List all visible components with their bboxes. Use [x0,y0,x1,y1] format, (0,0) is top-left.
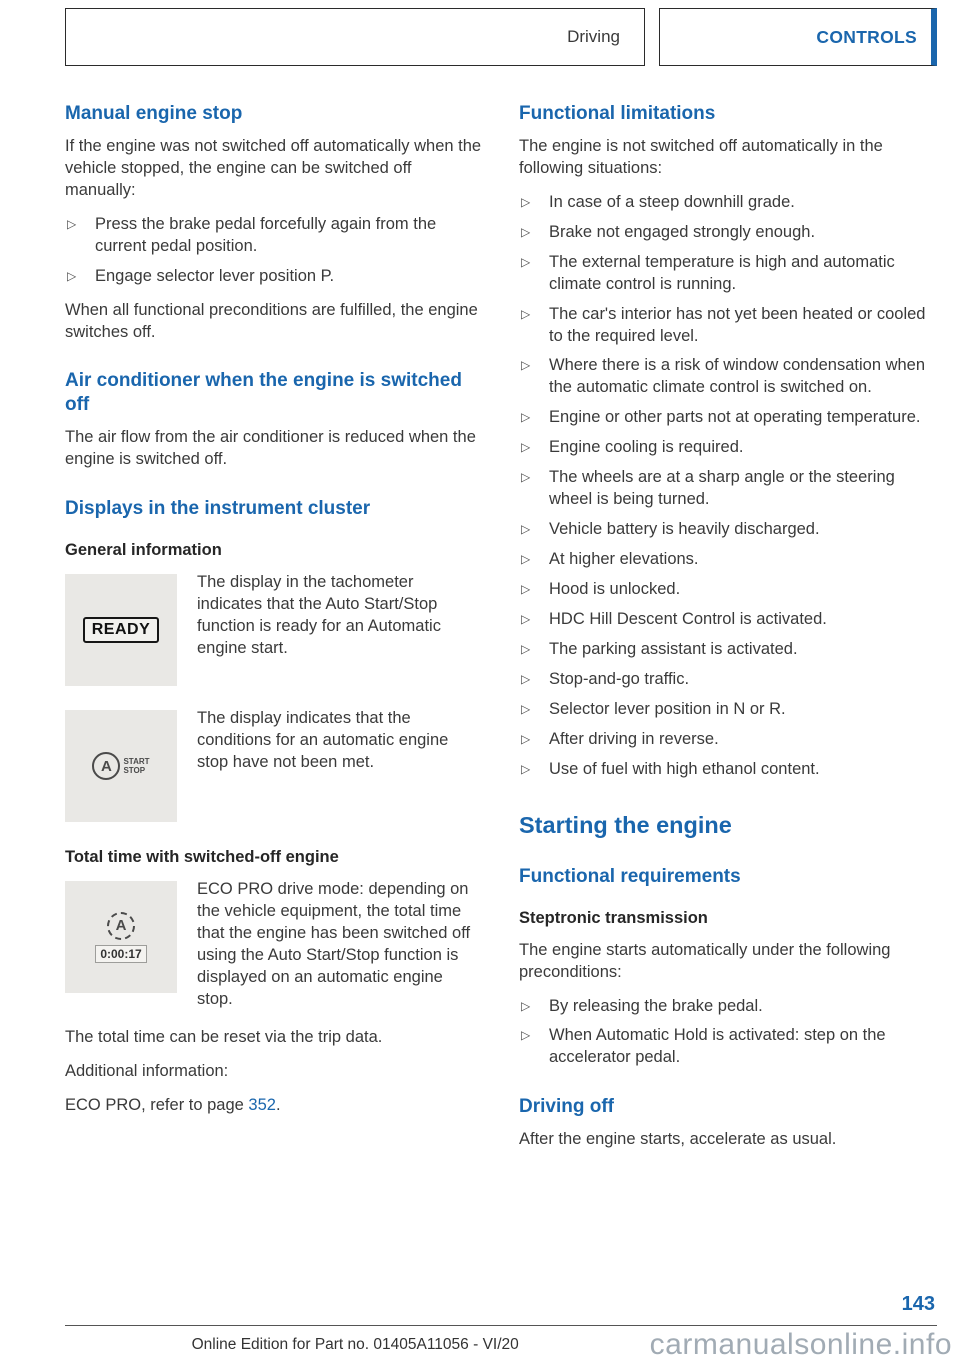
list-item-text: By releasing the brake pedal. [549,996,763,1015]
page-header [65,8,937,66]
footer-rule [65,1325,937,1326]
bullet-triangle-icon: ▷ [521,306,531,321]
list-item [519,996,937,1018]
page-number: 143 [901,1293,935,1315]
bullet-triangle-icon: ▷ [521,254,531,269]
stop-label: STOP [123,766,146,776]
start-preconditions-list [519,996,937,1070]
bullet-triangle-icon: ▷ [521,611,531,626]
auto-start-stop-icon [65,710,177,822]
list-item-text: Where there is a risk of window condensation when the automatic climate control is switched on. [549,356,926,397]
list-item [519,639,937,661]
subheading-general-information: General information [65,541,222,560]
list-item-text: Selector lever position in N or R. [549,699,786,718]
list-item [65,214,483,258]
list-item-text: Engine or other parts not at operating temperature. [549,408,921,427]
timer-value-label: 0:00:17 [95,945,146,963]
bullet-triangle-icon: ▷ [521,581,531,596]
ready-display-block [65,572,483,692]
list-item-text: After driving in reverse. [549,729,719,748]
heading-driving-off: Driving off [519,1096,614,1118]
manual-stop-list [65,214,483,288]
bullet-triangle-icon: ▷ [521,358,531,373]
list-item-text: When Automatic Hold is activated: step on the accelerator pedal. [549,1026,886,1067]
bullet-triangle-icon: ▷ [67,216,77,231]
list-item [519,579,937,601]
heading-air-conditioner: Air conditioner when the engine is switched off [65,370,462,416]
list-item [519,192,937,214]
paragraph-manual-outro: When all functional preconditions are fulfilled, the engine switches off. [65,300,478,341]
list-item-text: HDC Hill Descent Control is activated. [549,609,827,628]
paragraph-additional-information: Additional information: [65,1061,229,1080]
list-item [519,669,937,691]
list-item [519,519,937,541]
paragraph-reset-trip-data: The total time can be reset via the trip data. [65,1027,383,1046]
list-item-text: Press the brake pedal forcefully again from the current pedal position. [95,214,437,255]
circled-a-icon: A [92,752,120,780]
paragraph-eco-pro-timer: ECO PRO drive mode: depending on the vehicle equipment, the total time that the engine has been switched off using the Auto Start/Stop function is displayed on an automatic engine stop. [197,880,471,1008]
list-item-text: Stop-and-go traffic. [549,669,690,688]
list-item-text: Engage selector lever position P. [95,266,335,285]
ready-indicator-icon [65,574,177,686]
paragraph-start-intro: The engine starts automatically under the following preconditions: [519,940,891,981]
watermark-text: carmanualsonline.info [649,1328,952,1361]
paragraph-air-conditioner: The air flow from the air conditioner is reduced when the engine is switched off. [65,428,476,469]
list-item-text: The parking assistant is activated. [549,639,798,658]
bullet-triangle-icon: ▷ [521,731,531,746]
bullet-triangle-icon: ▷ [521,440,531,455]
paragraph-limitations-intro: The engine is not switched off automatically in the following situations: [519,136,883,177]
list-item-text: Hood is unlocked. [549,579,681,598]
list-item [519,1025,937,1069]
header-chapter-label: CONTROLS [816,26,917,47]
list-item [519,729,937,751]
bullet-triangle-icon: ▷ [521,410,531,425]
circled-a-arrow-icon: A [107,912,135,940]
list-item-text: The external temperature is high and automatic climate control is running. [549,252,895,293]
header-gap [645,8,659,66]
subheading-total-time: Total time with switched-off engine [65,848,339,867]
right-column [519,102,937,1163]
page-content [65,102,937,1163]
bullet-triangle-icon: ▷ [521,552,531,566]
start-label: START [123,756,150,766]
ready-indicator-label: READY [83,617,160,643]
heading-functional-limitations: Functional limitations [519,103,716,124]
list-item-text: The wheels are at a sharp angle or the steering wheel is being turned. [549,468,895,509]
bullet-triangle-icon: ▷ [521,470,531,485]
heading-starting-the-engine: Starting the engine [519,811,732,838]
paragraph-driving-off: After the engine starts, accelerate as usual. [519,1130,837,1149]
list-item [519,549,937,571]
ecopro-reference [65,1095,483,1117]
ecopro-reference-period: . [275,1095,281,1114]
list-item-text: At higher elevations. [549,550,699,568]
paragraph-ready-display: The display in the tachometer indicates that the Auto Start/Stop function is ready for an Automatic engine start. [197,573,441,657]
bullet-triangle-icon: ▷ [521,224,531,239]
eco-pro-timer-glyph [95,912,146,963]
heading-displays-instrument-cluster: Displays in the instrument cluster [65,498,371,520]
bullet-triangle-icon: ▷ [521,1028,531,1043]
auto-start-stop-glyph [92,752,149,780]
paragraph-conditions-not-met: The display indicates that the conditions for an automatic engine stop have not been met. [197,709,449,771]
list-item [519,304,937,348]
left-column [65,102,483,1163]
start-stop-label [123,757,149,775]
bullet-triangle-icon: ▷ [67,268,77,283]
bullet-triangle-icon: ▷ [521,194,531,209]
list-item-text: Vehicle battery is heavily discharged. [549,520,820,539]
bullet-triangle-icon: ▷ [521,701,531,716]
heading-manual-engine-stop: Manual engine stop [65,103,243,124]
list-item [519,467,937,511]
ecopro-reference-text: ECO PRO, refer to page [65,1095,249,1114]
eco-pro-timer-icon [65,881,177,993]
list-item [519,407,937,429]
list-item-text: In case of a steep downhill grade. [549,192,795,211]
bullet-triangle-icon: ▷ [521,522,531,537]
bullet-triangle-icon: ▷ [521,641,531,656]
bullet-triangle-icon: ▷ [521,761,531,776]
list-item [519,355,937,399]
bullet-triangle-icon: ▷ [521,998,531,1013]
paragraph-manual-intro: If the engine was not switched off automatically when the vehicle stopped, the engine can be switched off manually: [65,136,482,199]
subheading-steptronic-transmission: Steptronic transmission [519,908,708,927]
list-item [519,609,937,631]
limitations-list [519,192,937,781]
list-item [519,437,937,459]
heading-functional-requirements: Functional requirements [519,865,741,887]
eco-pro-timer-block [65,879,483,1011]
list-item-text: Engine cooling is required. [549,438,744,457]
list-item-text: Brake not engaged strongly enough. [549,222,816,241]
list-item [519,759,937,781]
list-item [519,252,937,296]
list-item-text: The car's interior has not yet been heated or cooled to the required level. [549,304,926,345]
page-link-352[interactable]: 352 [248,1095,276,1114]
bullet-triangle-icon: ▷ [521,671,531,686]
list-item-text: Use of fuel with high ethanol content. [549,759,820,778]
header-section-label: Driving [567,27,620,46]
list-item [519,222,937,244]
edition-note: Online Edition for Part no. 01405A11056 - VI/20 [191,1336,519,1353]
header-chapter-box [659,8,937,66]
header-section-box [65,8,645,66]
conditions-not-met-block [65,708,483,828]
list-item [65,266,483,288]
list-item [519,699,937,721]
